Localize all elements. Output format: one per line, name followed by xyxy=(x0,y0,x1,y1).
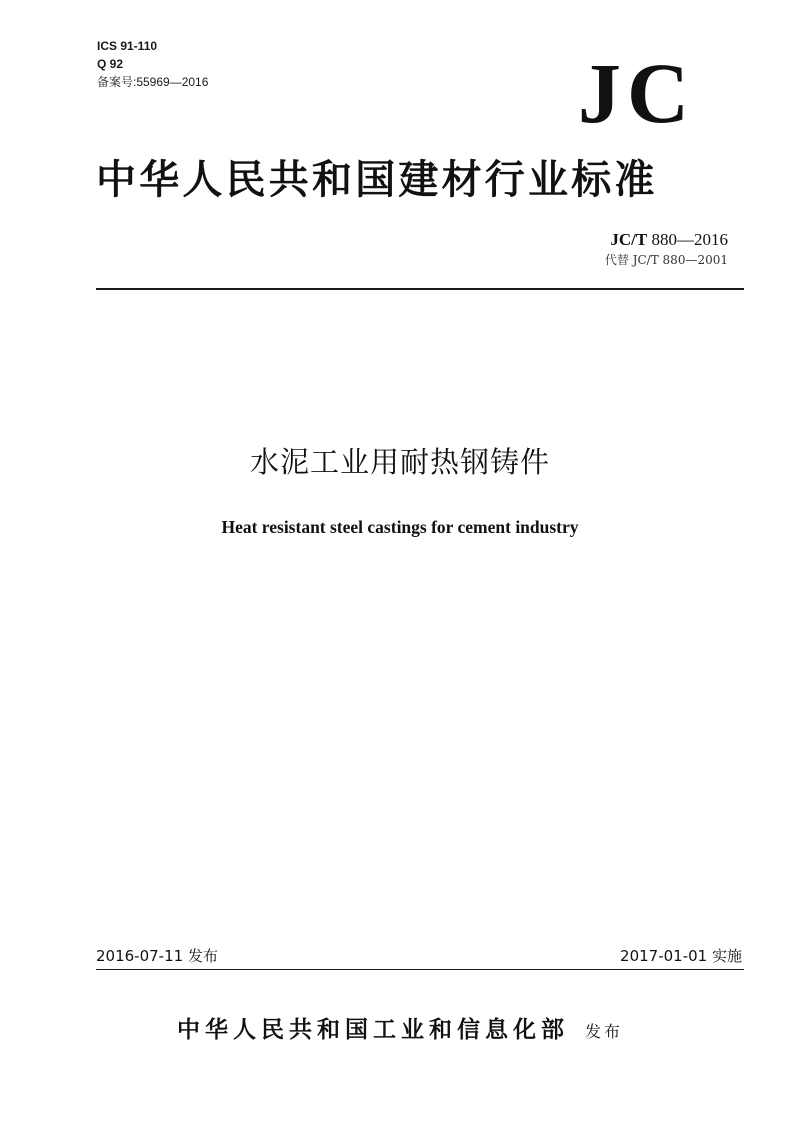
effective-date: 2017-01-01 实施 xyxy=(620,947,742,965)
header-divider xyxy=(96,288,744,290)
replaces-note: 代替 JC/T 880—2001 xyxy=(604,253,728,267)
ics-code: ICS 91-110 xyxy=(97,39,158,53)
standard-suffix: 880—2016 xyxy=(647,230,728,249)
record-number: 备案号:55969—2016 xyxy=(97,75,209,89)
standard-number-block xyxy=(605,229,728,269)
jc-logo: JC xyxy=(578,45,696,141)
standard-number xyxy=(605,229,728,251)
issuer-line xyxy=(0,1012,800,1050)
issuing-authority: 中华人民共和国工业和信息化部 xyxy=(176,1016,569,1043)
standard-prefix: JC/T xyxy=(610,230,648,249)
classification-block xyxy=(97,37,208,91)
document-title-cn: 水泥工业用耐热钢铸件 xyxy=(249,445,550,479)
publish-date: 2016-07-11 发布 xyxy=(96,947,218,965)
class-code: Q 92 xyxy=(97,57,124,71)
standard-banner: 中华人民共和国建材行业标准 xyxy=(96,157,658,203)
issue-action: 发布 xyxy=(584,1022,623,1041)
document-title-en: Heat resistant steel castings for cement industry xyxy=(221,517,579,537)
footer-divider xyxy=(96,969,744,970)
